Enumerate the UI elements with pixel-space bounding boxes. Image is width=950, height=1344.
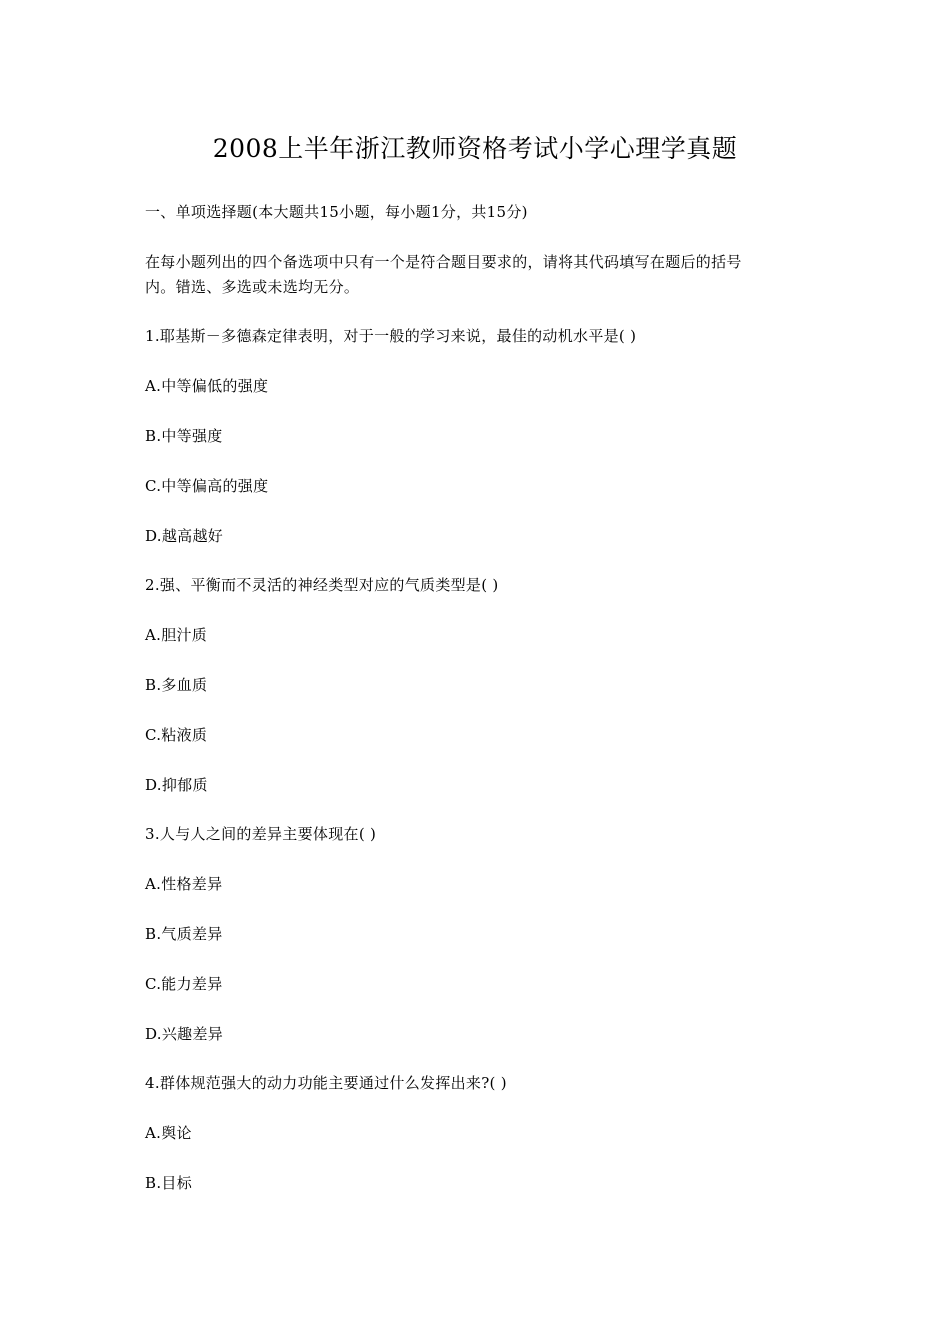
answer-option: B.气质差异 <box>145 925 223 943</box>
answer-option: D.兴趣差异 <box>145 1025 224 1043</box>
answer-option: B.目标 <box>145 1174 192 1192</box>
question-stem: 2.强、平衡而不灵活的神经类型对应的气质类型是( ) <box>145 576 499 594</box>
answer-option: C.能力差异 <box>145 975 223 993</box>
instructions-line-1: 在每小题列出的四个备选项中只有一个是符合题目要求的，请将其代码填写在题后的括号 <box>145 253 742 271</box>
question-stem: 3.人与人之间的差异主要体现在( ) <box>145 825 377 843</box>
question-stem: 4.群体规范强大的动力功能主要通过什么发挥出来?( ) <box>145 1074 507 1092</box>
section-heading: 一、单项选择题(本大题共15小题，每小题1分，共15分) <box>145 203 528 221</box>
instructions-line-2: 内。错选、多选或未选均无分。 <box>145 278 360 296</box>
question-stem: 1.耶基斯－多德森定律表明，对于一般的学习来说，最佳的动机水平是( ) <box>145 327 637 345</box>
answer-option: C.中等偏高的强度 <box>145 477 269 495</box>
answer-option: B.多血质 <box>145 676 208 694</box>
answer-option: A.舆论 <box>145 1124 192 1142</box>
answer-option: D.越高越好 <box>145 527 224 545</box>
answer-option: A.胆汁质 <box>145 626 208 644</box>
document-title: 2008上半年浙江教师资格考试小学心理学真题 <box>212 134 738 163</box>
answer-option: A.性格差异 <box>145 875 223 893</box>
answer-option: C.粘液质 <box>145 726 208 744</box>
answer-option: B.中等强度 <box>145 427 223 445</box>
answer-option: A.中等偏低的强度 <box>145 377 269 395</box>
answer-option: D.抑郁质 <box>145 776 208 794</box>
